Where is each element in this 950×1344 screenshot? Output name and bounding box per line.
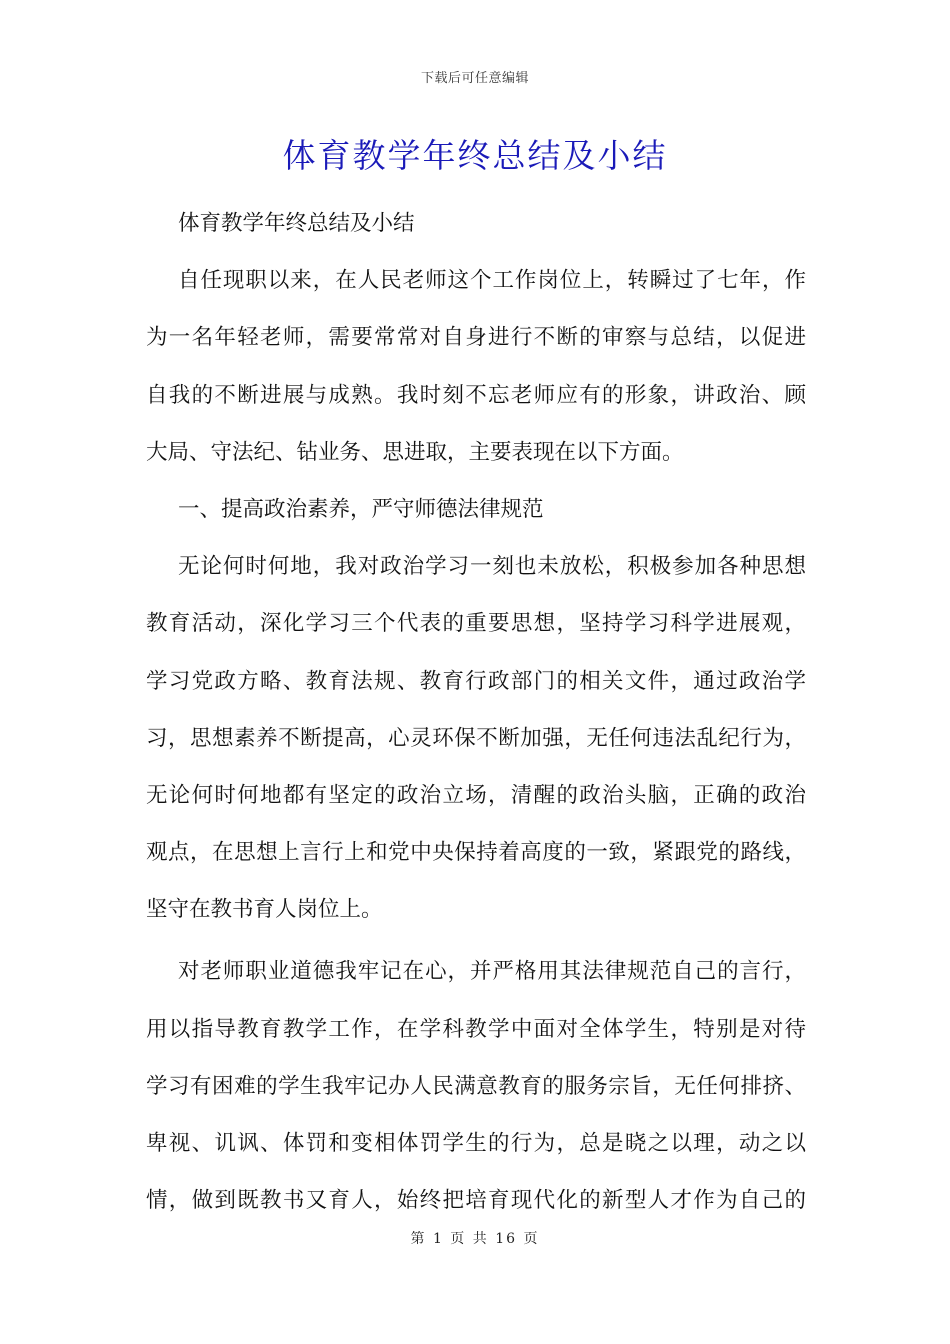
body-text-line: 无论何时何地，我对政治学习一刻也未放松，积极参加各种思想 [178, 554, 806, 580]
body-text-line: 习，思想素养不断提高，心灵环保不断加强，无任何违法乱纪行为， [146, 725, 806, 751]
body-text-line: 对老师职业道德我牢记在心，并严格用其法律规范自己的言行， [178, 959, 806, 985]
body-text-line: 观点，在思想上言行上和党中央保持着高度的一致，紧跟党的路线， [146, 840, 806, 866]
body-text-line: 坚守在教书育人岗位上。 [146, 897, 383, 923]
body-text-line: 一、提高政治素养，严守师德法律规范 [178, 496, 544, 522]
body-text-line: 学习有困难的学生我牢记办人民满意教育的服务宗旨，无任何排挤、 [146, 1073, 806, 1099]
body-text-line: 无论何时何地都有坚定的政治立场，清醒的政治头脑，正确的政治 [146, 782, 806, 808]
body-text-line: 学习党政方略、教育法规、教育行政部门的相关文件，通过政治学 [146, 668, 806, 694]
body-text-line: 自我的不断进展与成熟。我时刻不忘老师应有的形象，讲政治、顾 [146, 382, 806, 408]
document-title: 体育教学年终总结及小结 [282, 136, 668, 175]
body-text-line: 为一名年轻老师，需要常常对自身进行不断的审察与总结，以促进 [146, 325, 806, 351]
header-note: 下载后可任意编辑 [420, 71, 529, 86]
body-text-line: 卑视、讥讽、体罚和变相体罚学生的行为，总是晓之以理，动之以 [146, 1131, 806, 1156]
body-text-line: 教育活动，深化学习三个代表的重要思想，坚持学习科学进展观， [146, 611, 806, 637]
body-text-line: 用以指导教育教学工作，在学科教学中面对全体学生，特别是对待 [146, 1016, 806, 1042]
page-number-footer: 第 1 页 共 16 页 [410, 1231, 540, 1247]
document-body [146, 195, 806, 1229]
body-text-line: 自任现职以来，在人民老师这个工作岗位上，转瞬过了七年，作 [178, 268, 806, 294]
body-text-line: 大局、守法纪、钻业务、思进取，主要表现在以下方面。 [146, 439, 684, 465]
body-text-line: 体育教学年终总结及小结 [178, 211, 415, 236]
body-text-line: 情，做到既教书又育人，始终把培育现代化的新型人才作为自己的 [146, 1188, 806, 1214]
